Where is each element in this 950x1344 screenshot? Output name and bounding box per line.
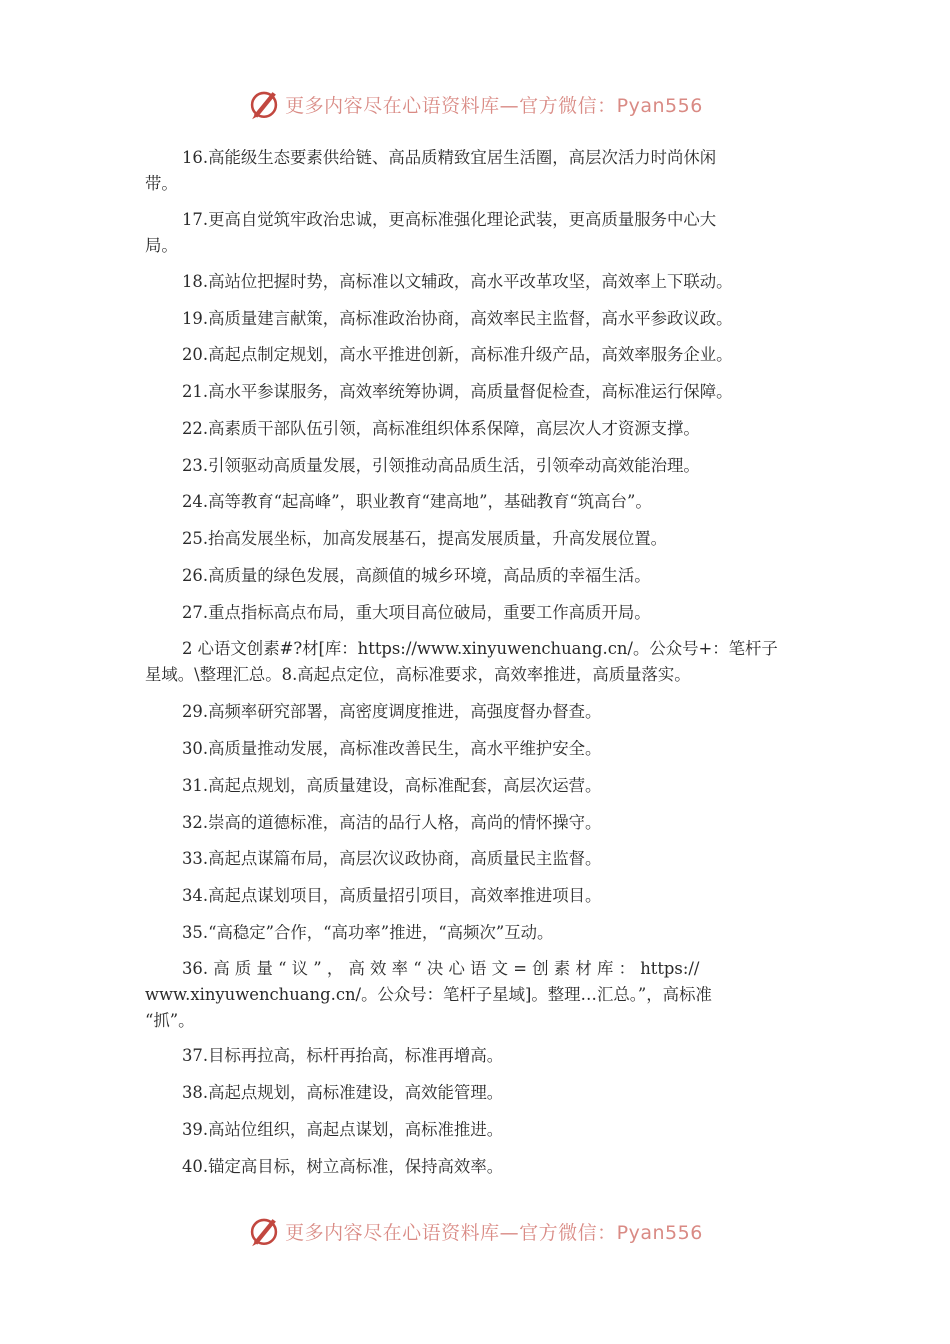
item-number: 31. (182, 776, 209, 795)
item-text: 高起点谋划项目，高质量招引项目，高效率推进项目。 (208, 886, 602, 905)
item-number: 37. (182, 1046, 209, 1065)
item-number: 35. (182, 923, 209, 942)
list-item (145, 810, 810, 836)
list-item (145, 773, 810, 799)
item-number: 21. (182, 382, 209, 401)
list-item (145, 342, 810, 368)
item-number: 27. (182, 603, 209, 622)
list-item (145, 207, 810, 259)
list-item (145, 145, 810, 197)
item-text: 高质量的绿色发展，高颜值的城乡环境，高品质的幸福生活。 (208, 566, 651, 585)
watermark-paragraph (145, 636, 810, 688)
item-text: 抬高发展坐标，加高发展基石，提高发展质量，升高发展位置。 (208, 529, 668, 548)
list-item (145, 306, 810, 332)
item-number: 29. (182, 702, 209, 721)
item-text: 高起点规划，高标准建设，高效能管理。 (208, 1083, 504, 1102)
watermark-line: 星域。\整理汇总。8.高起点定位，高标准要求，高效率推进，高质量落实。 (145, 665, 691, 684)
list-item (145, 1117, 810, 1143)
item-text-continued: 局。 (145, 236, 178, 255)
item-number: 23. (182, 456, 209, 475)
footer-banner-text: 更多内容尽在心语资料库—官方微信：Pyan556 (285, 1221, 703, 1244)
item-number: 40. (182, 1157, 209, 1176)
item-text: 引领驱动高质量发展，引领推动高品质生活，引领牵动高效能治理。 (208, 456, 700, 475)
list-item (145, 269, 810, 295)
watermark-line: 2 心语文创素#?材[库：https://www.xinyuwenchuang.cn/。公众号+：笔杆子 (182, 639, 778, 658)
pen-logo-icon (247, 1214, 281, 1248)
item-number: 22. (182, 419, 209, 438)
item-text: 重点指标高点布局，重大项目高位破局，重要工作高质开局。 (208, 603, 651, 622)
item-text: 高水平参谋服务，高效率统筹协调，高质量督促检查，高标准运行保障。 (208, 382, 733, 401)
item-text: 高站位把握时势，高标准以文辅政，高水平改革攻坚，高效率上下联动。 (208, 272, 733, 291)
item-number: 19. (182, 309, 209, 328)
item-text: 高频率研究部署，高密度调度推进，高强度督办督查。 (208, 702, 602, 721)
item-text: 高素质干部队伍引领，高标准组织体系保障，高层次人才资源支撑。 (208, 419, 700, 438)
item-number: 39. (182, 1120, 209, 1139)
list-item (145, 846, 810, 872)
item-number: 20. (182, 345, 209, 364)
watermark-line: 36. 高 质 量 “ 议 ” ， 高 效 率 “ 决 心 语 文 = 创 素 材 库 ： https:// (182, 959, 700, 978)
item-number: 34. (182, 886, 209, 905)
list-item (145, 416, 810, 442)
list-item (145, 600, 810, 626)
watermark-line: www.xinyuwenchuang.cn/。公众号：笔杆子星域]。整理…汇总。”，高标准 (145, 985, 712, 1004)
watermark-line: “抓”。 (145, 1011, 195, 1030)
list-item (145, 1043, 810, 1069)
item-text: 高起点谋篇布局，高层次议政协商，高质量民主监督。 (208, 849, 602, 868)
item-text: 高质量推动发展，高标准改善民生，高水平维护安全。 (208, 739, 602, 758)
header-banner (0, 84, 950, 124)
list-item (145, 736, 810, 762)
item-text: 锚定高目标，树立高标准，保持高效率。 (208, 1157, 504, 1176)
footer-banner (0, 1211, 950, 1251)
item-number: 18. (182, 272, 209, 291)
item-number: 38. (182, 1083, 209, 1102)
list-item (145, 379, 810, 405)
watermark-paragraph (145, 956, 810, 1034)
item-text: 崇高的道德标准，高洁的品行人格，高尚的情怀操守。 (208, 813, 602, 832)
item-number: 16. (182, 148, 209, 167)
item-text: 高起点规划，高质量建设，高标准配套，高层次运营。 (208, 776, 602, 795)
item-number: 17. (182, 210, 209, 229)
item-text: 高质量建言献策，高标准政治协商，高效率民主监督，高水平参政议政。 (208, 309, 733, 328)
list-item (145, 1154, 810, 1180)
header-banner-text: 更多内容尽在心语资料库—官方微信：Pyan556 (285, 94, 703, 117)
item-number: 26. (182, 566, 209, 585)
item-text: 更高自觉筑牢政治忠诚，更高标准强化理论武装，更高质量服务中心大 (208, 210, 717, 229)
item-number: 24. (182, 492, 209, 511)
item-text: 高能级生态要素供给链、高品质精致宜居生活圈，高层次活力时尚休闲 (208, 148, 717, 167)
item-number: 33. (182, 849, 209, 868)
item-number: 30. (182, 739, 209, 758)
list-item (145, 563, 810, 589)
item-text: 高起点制定规划，高水平推进创新，高标准升级产品，高效率服务企业。 (208, 345, 733, 364)
item-number: 32. (182, 813, 209, 832)
list-item (145, 883, 810, 909)
item-text: 高等教育“起高峰”，职业教育“建高地”，基础教育“筑高台”。 (208, 492, 652, 511)
list-item (145, 453, 810, 479)
list-item (145, 920, 810, 946)
item-text-continued: 带。 (145, 174, 178, 193)
list-item (145, 526, 810, 552)
list-item (145, 489, 810, 515)
item-text: 目标再拉高，标杆再抬高，标准再增高。 (208, 1046, 504, 1065)
item-number: 25. (182, 529, 209, 548)
item-text: “高稳定”合作，“高功率”推进，“高频次”互动。 (208, 923, 554, 942)
list-item (145, 699, 810, 725)
list-item (145, 1080, 810, 1106)
pen-logo-icon (247, 87, 281, 121)
item-text: 高站位组织，高起点谋划，高标准推进。 (208, 1120, 504, 1139)
